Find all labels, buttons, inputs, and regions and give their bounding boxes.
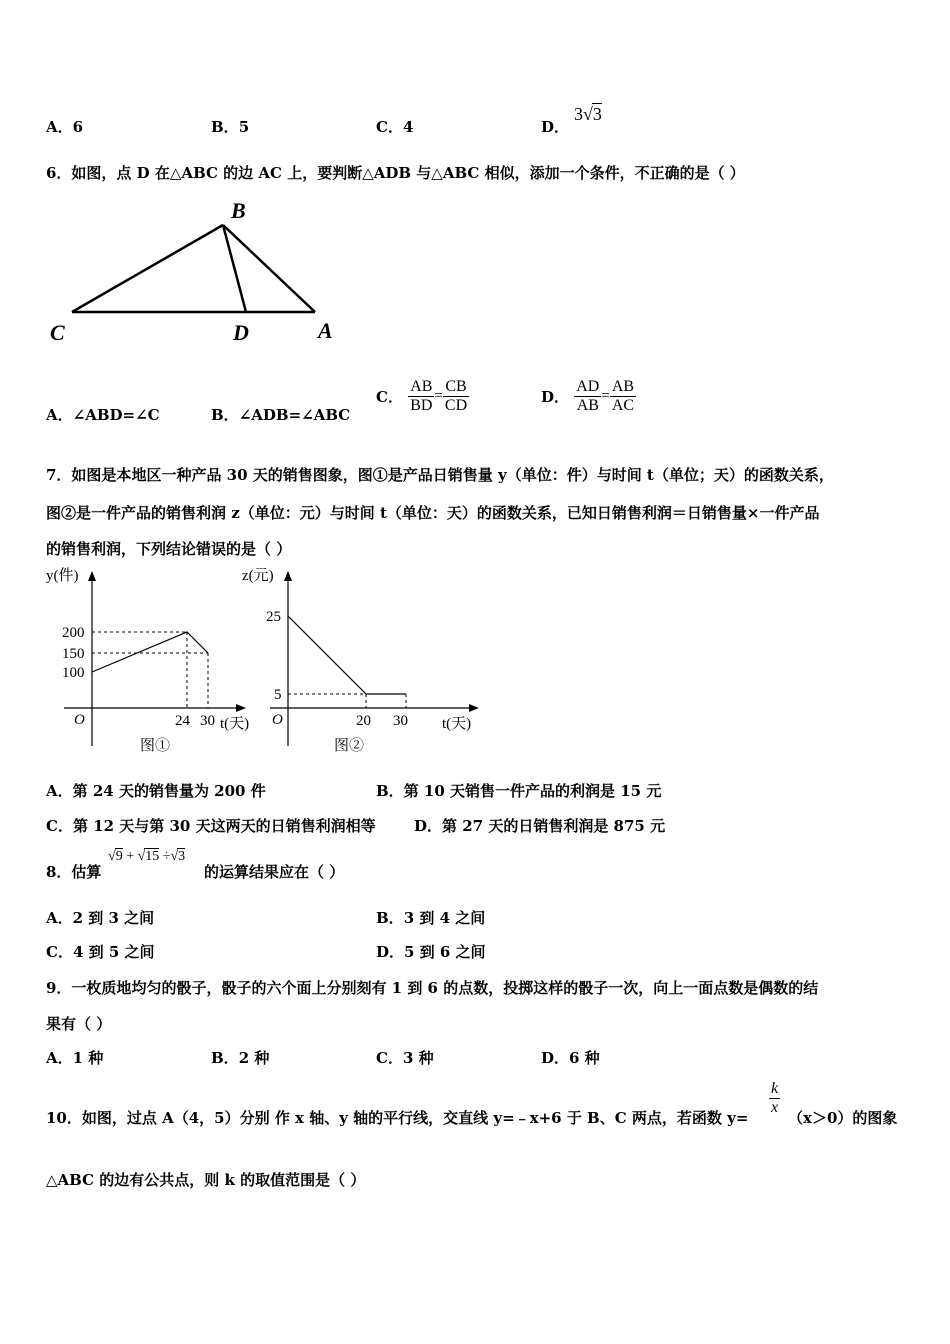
- option-text: 第 10 天销售一件产品的利润是 15 元: [403, 782, 662, 800]
- option-key: B．: [211, 1049, 239, 1067]
- q7-graphs: [44, 566, 484, 758]
- radical-sign: √: [108, 849, 116, 864]
- q5-option-d[interactable]: [541, 116, 569, 137]
- q10-line-1b: （x＞0）的图象: [788, 1109, 898, 1127]
- option-text: 第 27 天的日销售利润是 875 元: [442, 817, 666, 835]
- q10-line-1a: 10．如图，过点 A（4，5）分别 作 x 轴、y 轴的平行线，交直线 y=﹣x+6 于 B、C 两点，若函数 y=: [46, 1109, 749, 1127]
- q5-option-a[interactable]: [46, 116, 83, 137]
- q7-line-1: 7．如图是本地区一种产品 30 天的销售图象，图①是产品日销售量 y（单位：件）与时间 t（单位；天）的函数关系，: [46, 466, 834, 484]
- option-text: 4 到 5 之间: [72, 943, 155, 961]
- graph1-ytick: 100: [62, 665, 85, 681]
- option-key: A．: [46, 1049, 73, 1067]
- option-text: 4: [402, 118, 414, 136]
- graph2-xtick: 20: [356, 713, 371, 729]
- graph1-xtick: 24: [175, 713, 190, 729]
- graph1-xlabel: t(天): [220, 716, 250, 732]
- graph1-caption: 图①: [140, 738, 171, 754]
- label-c: C: [50, 320, 65, 345]
- q8-option-c[interactable]: [46, 941, 155, 962]
- q10-line-2: △ABC 的边有公共点，则 k 的取值范围是（ ）: [46, 1171, 366, 1189]
- q6-option-c[interactable]: [376, 378, 469, 415]
- label-b: B: [231, 198, 246, 223]
- q9-line-2: 果有（ ）: [46, 1015, 112, 1033]
- graph1-ytick: 200: [62, 625, 85, 641]
- option-text: 第 12 天与第 30 天这两天的日销售利润相等: [72, 817, 376, 835]
- option-key: D．: [541, 1049, 570, 1067]
- radicand: 3: [178, 849, 186, 864]
- q8-option-b[interactable]: [376, 907, 485, 928]
- option-text: 6 种: [569, 1049, 600, 1067]
- q5-option-c[interactable]: [376, 116, 413, 137]
- q7-option-c[interactable]: [46, 815, 376, 836]
- denominator: AB: [576, 397, 599, 414]
- q9-line-1: 9．一枚质地均匀的骰子，骰子的六个面上分别刻有 1 到 6 的点数，投掷这样的骰子一次，向上一面点数是偶数的结: [46, 979, 819, 997]
- radicand: 3: [592, 104, 602, 124]
- fraction: [574, 378, 601, 415]
- denominator: CD: [444, 397, 468, 414]
- equals: =: [434, 388, 443, 404]
- radicand: 15: [145, 849, 160, 864]
- q8-option-a[interactable]: [46, 907, 154, 928]
- q9-option-d[interactable]: [541, 1047, 600, 1068]
- graph2-ytick: 5: [274, 687, 282, 703]
- q6-stem: 6．如图，点 D 在△ABC 的边 AC 上，要判断△ADB 与△ABC 相似，添加一个条件，不正确的是（ ）: [46, 164, 745, 182]
- graph1-ytick: 150: [62, 646, 85, 662]
- numerator: CB: [443, 378, 469, 397]
- option-key: A．: [46, 406, 73, 424]
- q9-option-b[interactable]: [211, 1047, 269, 1068]
- label-a: A: [318, 318, 333, 343]
- denominator: AC: [611, 397, 635, 414]
- denominator: x: [771, 1099, 779, 1116]
- q8-stem: [46, 861, 101, 882]
- option-key: B．: [376, 782, 404, 800]
- graph1-xtick: 30: [200, 713, 215, 729]
- q7-option-a[interactable]: [46, 780, 266, 801]
- q8-option-d[interactable]: [376, 941, 486, 962]
- option-text: 3 到 4 之间: [403, 909, 486, 927]
- q9-option-c[interactable]: [376, 1047, 434, 1068]
- option-text: 3 种: [402, 1049, 434, 1067]
- q6-option-d[interactable]: [541, 378, 636, 415]
- option-key: C．: [376, 118, 403, 136]
- option-key: B．: [211, 118, 239, 136]
- q8-expression: [108, 848, 185, 865]
- fraction: [443, 378, 469, 415]
- q9-option-a[interactable]: [46, 1047, 103, 1068]
- option-text: 5: [238, 118, 250, 136]
- graph2-ylabel: z(元): [242, 568, 274, 584]
- option-text: ∠ADB=∠ABC: [238, 406, 351, 424]
- q7-line-2: 图②是一件产品的销售利润 z（单位：元）与时间 t（单位：天）的函数关系，已知日销售利润＝日销售量×一件产品: [46, 504, 820, 522]
- option-text: 2 种: [238, 1049, 270, 1067]
- option-key: A．: [46, 118, 73, 136]
- q5-option-b[interactable]: [211, 116, 249, 137]
- q6-option-a[interactable]: [46, 404, 160, 425]
- option-text: 1 种: [72, 1049, 104, 1067]
- option-key: C．: [46, 817, 73, 835]
- option-key: D．: [376, 943, 405, 961]
- option-key: D．: [414, 817, 443, 835]
- denominator: BD: [410, 397, 433, 414]
- graph2-ytick: 25: [266, 609, 281, 625]
- option-text: 6: [72, 118, 84, 136]
- option-text: 5 到 6 之间: [404, 943, 486, 961]
- coefficient: 3: [574, 104, 583, 124]
- radical-sign: √: [583, 104, 593, 124]
- option-key: D．: [541, 388, 570, 406]
- numerator: AB: [611, 378, 635, 395]
- fraction: [408, 378, 434, 415]
- q8-prefix: 8．估算: [46, 863, 102, 881]
- q6-triangle-figure: [40, 190, 360, 350]
- graph-2: [242, 567, 479, 754]
- option-key: C．: [376, 388, 403, 406]
- graph-1: [46, 567, 249, 754]
- q8-suffix: 的运算结果应在（ ）: [204, 863, 345, 881]
- graph1-ylabel: y(件): [46, 568, 79, 584]
- option-key: B．: [211, 406, 239, 424]
- q7-line-3: 的销售利润，下列结论错误的是（ ）: [46, 540, 292, 558]
- numerator: k: [771, 1080, 779, 1097]
- option-key: C．: [376, 1049, 403, 1067]
- q6-option-b[interactable]: [211, 404, 350, 425]
- graph2-origin: O: [272, 712, 283, 728]
- fraction: [610, 378, 636, 415]
- q5-option-d-math: [574, 103, 602, 125]
- graph2-xtick: 30: [393, 713, 408, 729]
- option-text: 2 到 3 之间: [72, 909, 155, 927]
- equals: =: [601, 388, 610, 404]
- graph1-origin: O: [74, 712, 85, 728]
- divide-sign: ÷: [162, 849, 171, 864]
- option-key: B．: [376, 909, 404, 927]
- option-key: C．: [46, 943, 73, 961]
- plus-sign: +: [126, 849, 135, 864]
- option-key: A．: [46, 782, 73, 800]
- radicand: 9: [115, 849, 123, 864]
- numerator: AB: [410, 378, 433, 395]
- label-d: D: [233, 320, 249, 345]
- graph2-xlabel: t(天): [442, 716, 472, 732]
- graph2-caption: 图②: [334, 738, 365, 754]
- radical-sign: √: [137, 849, 146, 864]
- q7-option-b[interactable]: [376, 780, 661, 801]
- q10-fraction: [769, 1080, 780, 1117]
- option-text: 第 24 天的销售量为 200 件: [72, 782, 266, 800]
- radical-sign: √: [170, 849, 179, 864]
- q7-option-d[interactable]: [414, 815, 665, 836]
- option-text: ∠ABD=∠C: [72, 406, 160, 424]
- option-key: D．: [541, 118, 570, 136]
- option-key: A．: [46, 909, 73, 927]
- numerator: AD: [576, 378, 600, 395]
